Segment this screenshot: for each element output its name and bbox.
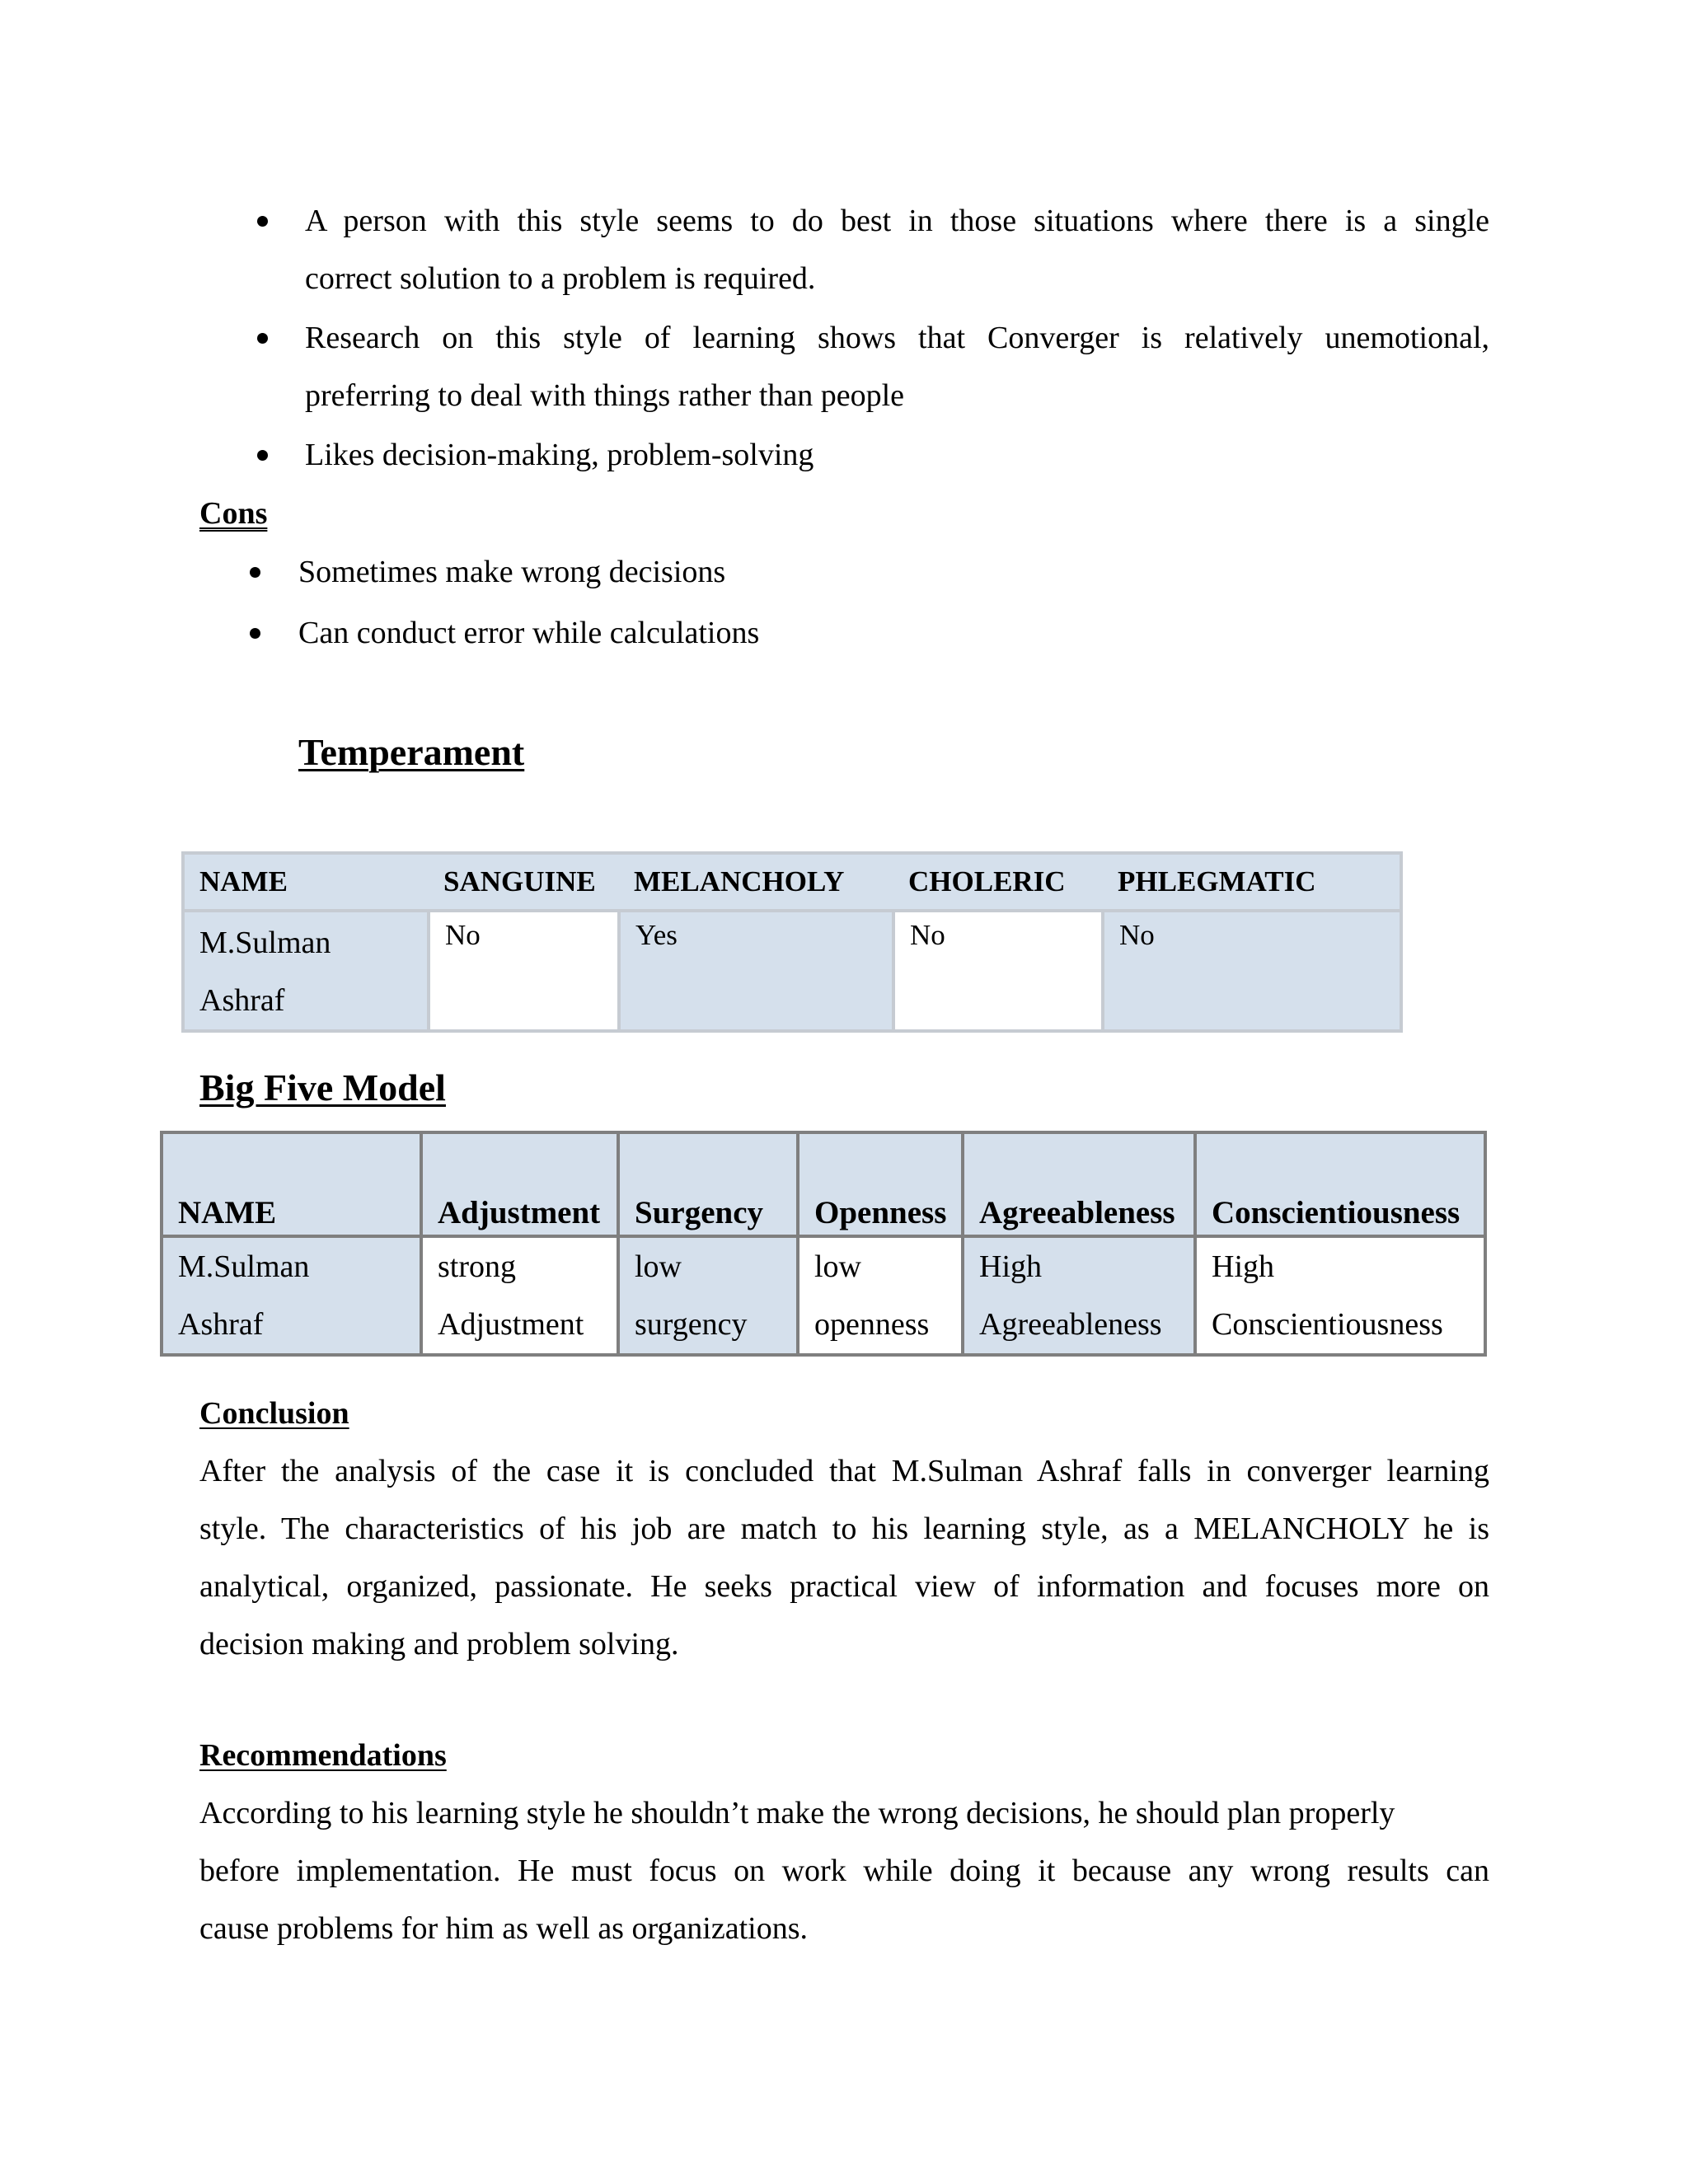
column-header: PHLEGMATIC: [1103, 853, 1401, 911]
column-header: SANGUINE: [429, 853, 619, 911]
column-header: Surgency: [618, 1132, 798, 1236]
table-row: [183, 911, 1401, 1031]
table-header-row: [162, 1132, 1485, 1236]
column-header: Agreeableness: [963, 1132, 1195, 1236]
cell-line: strong: [438, 1249, 516, 1284]
cell-line: High: [1212, 1249, 1274, 1284]
cons-heading: Cons: [199, 496, 268, 531]
column-header: NAME: [162, 1132, 421, 1236]
table-cell-name: [162, 1236, 421, 1355]
paragraph-line: After the analysis of the case it is concluded that M.Sulman Ashraf falls in converger learning: [199, 1454, 1489, 1488]
column-header: Openness: [798, 1132, 963, 1236]
table-cell: No: [893, 911, 1103, 1031]
cell-line: High: [979, 1249, 1042, 1284]
list-item: Sometimes make wrong decisions: [298, 555, 726, 589]
bullet-icon: [257, 216, 268, 227]
cell-line: low: [814, 1249, 861, 1284]
temperament-heading: Temperament: [298, 731, 525, 773]
name-line: Ashraf: [199, 983, 285, 1018]
cell-line: openness: [814, 1307, 930, 1342]
cell-line: low: [635, 1249, 682, 1284]
table-cell: No: [429, 911, 619, 1031]
temperament-table: [181, 851, 1403, 1033]
bullet-icon: [250, 567, 260, 578]
column-header: MELANCHOLY: [619, 853, 893, 911]
name-line: M.Sulman: [199, 926, 331, 960]
paragraph-line: According to his learning style he shouldn’t make the wrong decisions, he should plan properly: [199, 1796, 1395, 1830]
cell-line: Adjustment: [438, 1307, 584, 1342]
table-cell: [421, 1236, 618, 1355]
column-header: Adjustment: [421, 1132, 618, 1236]
table-cell: No: [1103, 911, 1401, 1031]
paragraph-line: style. The characteristics of his job are match to his learning style, as a MELANCHOLY he is: [199, 1511, 1489, 1546]
table-cell: Yes: [619, 911, 893, 1031]
list-item-line: Likes decision-making, problem-solving: [305, 438, 814, 472]
bullet-icon: [250, 628, 260, 639]
list-item-line: correct solution to a problem is required.: [305, 261, 816, 296]
table-cell: [963, 1236, 1195, 1355]
list-item-line: preferring to deal with things rather than people: [305, 378, 905, 413]
column-header: NAME: [183, 853, 429, 911]
list-item: Can conduct error while calculations: [298, 616, 760, 650]
cell-line: Ashraf: [178, 1307, 264, 1342]
column-header: Conscientiousness: [1195, 1132, 1485, 1236]
table-row: [162, 1236, 1485, 1355]
recommendations-heading: Recommendations: [199, 1738, 447, 1773]
cell-line: Conscientiousness: [1212, 1307, 1443, 1342]
list-item-line: Research on this style of learning shows that Converger is relatively unemotional,: [305, 321, 1489, 355]
table-cell: [1195, 1236, 1485, 1355]
cell-line: surgency: [635, 1307, 748, 1342]
big-five-table: [160, 1131, 1487, 1357]
bullet-icon: [257, 450, 268, 461]
cell-line: M.Sulman: [178, 1249, 310, 1284]
conclusion-heading: Conclusion: [199, 1396, 349, 1431]
table-cell: [618, 1236, 798, 1355]
table-cell-name: [183, 911, 429, 1031]
paragraph-line: before implementation. He must focus on work while doing it because any wrong results can: [199, 1854, 1489, 1888]
paragraph-line: cause problems for him as well as organizations.: [199, 1911, 808, 1946]
table-cell: [798, 1236, 963, 1355]
paragraph-line: decision making and problem solving.: [199, 1627, 679, 1661]
paragraph-line: analytical, organized, passionate. He seeks practical view of information and focuses more on: [199, 1569, 1489, 1604]
bullet-icon: [257, 333, 268, 344]
big-five-heading: Big Five Model: [199, 1066, 446, 1108]
table-header-row: [183, 853, 1401, 911]
column-header: CHOLERIC: [893, 853, 1103, 911]
cell-line: Agreeableness: [979, 1307, 1162, 1342]
list-item-line: A person with this style seems to do best in those situations where there is a single: [305, 204, 1489, 238]
